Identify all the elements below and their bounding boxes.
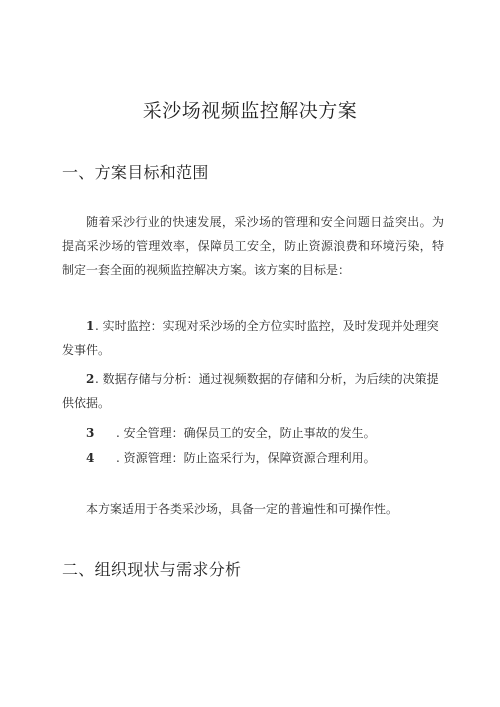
scope-paragraph: 本方案适用于各类采沙场，具备一定的普遍性和可操作性。 [86,502,399,516]
goal-item-number: 2 [86,372,95,386]
goal-item-number: 1 [86,319,95,333]
section-heading-org-analysis: 二、组织现状与需求分析 [62,560,242,579]
goal-item-1 [62,314,444,362]
goal-item-text: . 实时监控：实现对采沙场的全方位实时监控，及时发现并处理突发事件。 [62,319,439,357]
goal-item-2 [62,367,444,415]
goal-item-number: 3 [86,426,95,440]
document-title: 采沙场视频监控解决方案 [142,100,358,122]
goal-item-text: . 资源管理：防止盗采行为，保障资源合理利用。 [116,451,376,465]
intro-paragraph: 随着采沙行业的快速发展，采沙场的管理和安全问题日益突出。为提高采沙场的管理效率，保障员工安全，防止资源浪费和环境污染，特制定一套全面的视频监控解决方案。该方案的目标是： [62,215,444,277]
section-heading-goals-scope: 一、方案目标和范围 [62,163,209,182]
goal-item-text: . 安全管理：确保员工的安全，防止事故的发生。 [116,426,376,440]
goal-item-number: 4 [86,451,95,465]
goal-item-3 [62,421,444,445]
goal-item-4 [62,446,444,470]
goal-item-text: . 数据存储与分析：通过视频数据的存储和分析，为后续的决策提供依据。 [62,372,439,410]
